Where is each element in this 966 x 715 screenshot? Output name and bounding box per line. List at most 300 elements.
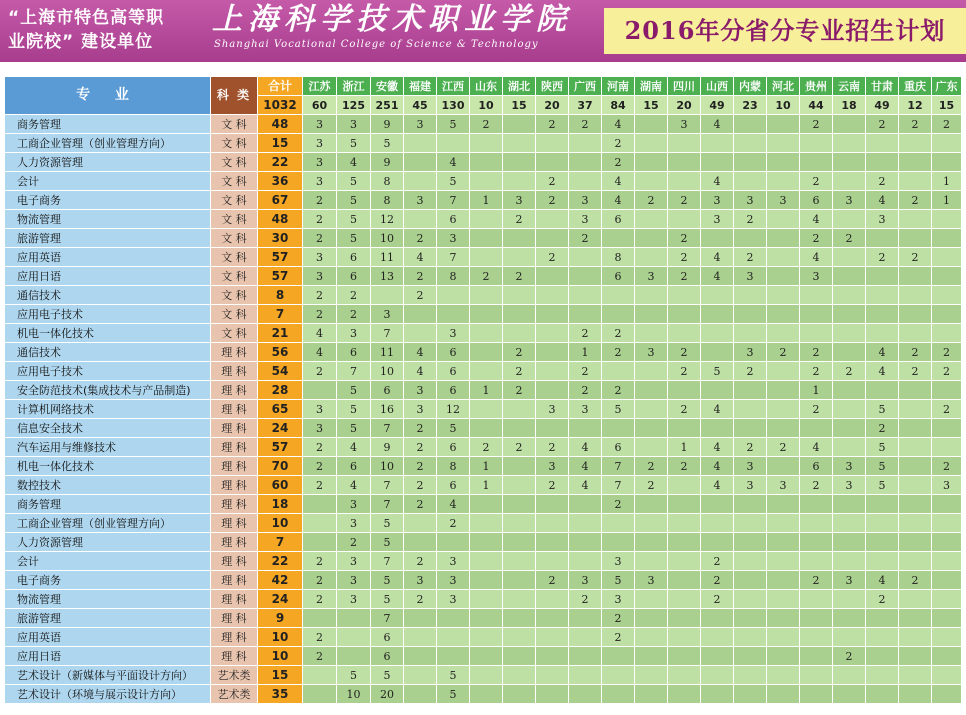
province-quota: 6 (602, 438, 635, 457)
province-quota (503, 305, 536, 324)
province-quota (569, 609, 602, 628)
province-quota: 2 (303, 191, 337, 210)
subject-type: 理 科 (211, 533, 258, 552)
province-quota (503, 248, 536, 267)
province-quota (899, 400, 932, 419)
province-quota (668, 134, 701, 153)
province-quota (470, 609, 503, 628)
province-quota (303, 685, 337, 704)
province-quota: 3 (337, 571, 371, 590)
province-quota (404, 134, 437, 153)
province-quota (470, 628, 503, 647)
province-quota (767, 115, 800, 134)
province-quota (635, 514, 668, 533)
province-quota: 1 (932, 191, 962, 210)
province-quota: 2 (668, 248, 701, 267)
province-quota (767, 153, 800, 172)
province-quota: 2 (569, 590, 602, 609)
province-quota: 5 (437, 666, 470, 685)
province-quota (767, 172, 800, 191)
province-total: 49 (866, 96, 899, 115)
province-quota (866, 609, 899, 628)
subject-type: 文 科 (211, 134, 258, 153)
province-quota (866, 628, 899, 647)
subject-type: 文 科 (211, 191, 258, 210)
province-quota: 2 (932, 115, 962, 134)
province-quota (800, 134, 833, 153)
province-quota (668, 419, 701, 438)
province-quota (899, 533, 932, 552)
province-quota (800, 685, 833, 704)
table-row (5, 400, 962, 419)
province-quota (470, 362, 503, 381)
column-header-province: 云南 (833, 77, 866, 96)
province-quota (899, 438, 932, 457)
province-quota: 2 (470, 267, 503, 286)
province-quota: 2 (668, 362, 701, 381)
province-quota (602, 514, 635, 533)
province-quota: 3 (536, 400, 569, 419)
province-quota (668, 381, 701, 400)
column-header-major: 专 业 (5, 77, 211, 115)
province-quota: 2 (404, 590, 437, 609)
row-total: 7 (258, 305, 303, 324)
subject-type: 理 科 (211, 362, 258, 381)
province-quota (767, 248, 800, 267)
table-row (5, 134, 962, 153)
province-quota: 2 (767, 438, 800, 457)
designation-line-2: 业院校” 建设单位 (8, 32, 154, 52)
province-quota: 6 (437, 210, 470, 229)
province-quota: 4 (701, 115, 734, 134)
province-quota: 2 (668, 343, 701, 362)
province-quota: 9 (371, 438, 404, 457)
province-quota (701, 685, 734, 704)
province-quota: 4 (569, 476, 602, 495)
province-quota: 4 (866, 362, 899, 381)
province-quota: 2 (337, 305, 371, 324)
table-row (5, 571, 962, 590)
province-quota (932, 229, 962, 248)
province-quota: 5 (371, 514, 404, 533)
province-total: 49 (701, 96, 734, 115)
province-total: 251 (371, 96, 404, 115)
province-quota (470, 419, 503, 438)
subject-type: 理 科 (211, 552, 258, 571)
province-quota (668, 495, 701, 514)
province-quota: 2 (602, 495, 635, 514)
enrollment-table-wrap (4, 76, 962, 704)
province-quota: 4 (404, 343, 437, 362)
province-quota (536, 381, 569, 400)
major-name: 商务管理 (5, 495, 211, 514)
designation-text (8, 6, 204, 54)
designation-line-1: “上海市特色高等职 (8, 8, 165, 28)
subject-type: 文 科 (211, 229, 258, 248)
province-quota: 2 (404, 419, 437, 438)
province-quota (470, 210, 503, 229)
province-quota (503, 115, 536, 134)
province-quota: 2 (303, 362, 337, 381)
province-total: 18 (833, 96, 866, 115)
province-quota: 2 (404, 495, 437, 514)
table-row (5, 514, 962, 533)
major-name: 应用日语 (5, 647, 211, 666)
province-quota (536, 229, 569, 248)
row-total: 15 (258, 134, 303, 153)
province-quota (800, 495, 833, 514)
province-quota: 4 (602, 172, 635, 191)
province-quota (932, 666, 962, 685)
province-quota (470, 666, 503, 685)
province-quota: 2 (303, 647, 337, 666)
province-quota (404, 324, 437, 343)
province-quota (668, 666, 701, 685)
province-quota (800, 286, 833, 305)
province-quota (404, 514, 437, 533)
province-quota (635, 495, 668, 514)
province-quota: 2 (932, 457, 962, 476)
province-quota (503, 476, 536, 495)
province-quota (833, 248, 866, 267)
province-quota (899, 514, 932, 533)
province-quota: 2 (404, 229, 437, 248)
province-quota (536, 210, 569, 229)
province-quota: 5 (337, 419, 371, 438)
province-quota (899, 590, 932, 609)
province-quota (701, 609, 734, 628)
province-quota (734, 685, 767, 704)
subject-type: 文 科 (211, 305, 258, 324)
province-quota: 10 (371, 362, 404, 381)
table-row (5, 476, 962, 495)
province-quota: 1 (569, 343, 602, 362)
province-quota: 2 (866, 115, 899, 134)
province-quota (932, 685, 962, 704)
province-quota (767, 229, 800, 248)
province-quota (833, 134, 866, 153)
province-quota: 3 (503, 191, 536, 210)
province-quota (899, 419, 932, 438)
province-quota (899, 609, 932, 628)
major-name: 机电一体化技术 (5, 457, 211, 476)
column-header-province: 陕西 (536, 77, 569, 96)
column-header-province: 福建 (404, 77, 437, 96)
column-header-province: 安徽 (371, 77, 404, 96)
province-quota (866, 495, 899, 514)
province-quota (767, 324, 800, 343)
province-quota (734, 666, 767, 685)
province-quota (800, 666, 833, 685)
province-quota: 10 (337, 685, 371, 704)
province-quota: 8 (437, 457, 470, 476)
province-quota: 5 (602, 571, 635, 590)
province-quota (701, 381, 734, 400)
province-quota: 2 (635, 191, 668, 210)
province-quota (635, 400, 668, 419)
province-quota (569, 647, 602, 666)
major-name: 工商企业管理（创业管理方向） (5, 514, 211, 533)
province-quota (833, 533, 866, 552)
province-quota (866, 685, 899, 704)
province-quota: 2 (602, 134, 635, 153)
province-quota (470, 571, 503, 590)
province-quota (635, 210, 668, 229)
province-quota (866, 533, 899, 552)
subject-type: 文 科 (211, 172, 258, 191)
province-quota: 4 (303, 324, 337, 343)
subject-type: 文 科 (211, 210, 258, 229)
province-quota: 2 (833, 362, 866, 381)
province-quota: 6 (602, 210, 635, 229)
major-name: 通信技术 (5, 343, 211, 362)
province-quota (701, 647, 734, 666)
province-quota (932, 286, 962, 305)
province-quota (767, 286, 800, 305)
province-quota: 2 (668, 267, 701, 286)
province-quota (404, 172, 437, 191)
table-row (5, 286, 962, 305)
province-quota: 7 (371, 609, 404, 628)
subject-type: 理 科 (211, 495, 258, 514)
province-quota: 4 (866, 343, 899, 362)
column-header-province: 浙江 (337, 77, 371, 96)
province-quota (635, 229, 668, 248)
province-quota: 13 (371, 267, 404, 286)
province-quota: 3 (337, 115, 371, 134)
row-total: 10 (258, 647, 303, 666)
province-quota (833, 267, 866, 286)
province-quota (668, 628, 701, 647)
province-quota (800, 153, 833, 172)
province-quota: 3 (536, 457, 569, 476)
province-quota (569, 419, 602, 438)
row-total: 57 (258, 267, 303, 286)
province-quota: 3 (437, 571, 470, 590)
province-quota (734, 590, 767, 609)
province-quota: 2 (536, 191, 569, 210)
province-quota (503, 514, 536, 533)
province-quota (569, 552, 602, 571)
province-quota (635, 305, 668, 324)
province-quota (767, 571, 800, 590)
province-quota: 3 (303, 400, 337, 419)
province-quota: 4 (437, 153, 470, 172)
province-total: 125 (337, 96, 371, 115)
province-quota: 3 (701, 210, 734, 229)
province-quota (932, 324, 962, 343)
province-quota: 2 (602, 343, 635, 362)
province-quota: 6 (437, 381, 470, 400)
table-row (5, 457, 962, 476)
header-banner (0, 0, 966, 62)
province-quota: 7 (337, 362, 371, 381)
province-quota (536, 552, 569, 571)
province-quota (404, 533, 437, 552)
major-name: 旅游管理 (5, 609, 211, 628)
province-quota (767, 628, 800, 647)
province-quota: 2 (303, 438, 337, 457)
province-quota (303, 381, 337, 400)
province-quota: 6 (602, 267, 635, 286)
header-row-names (5, 77, 962, 96)
row-total: 22 (258, 552, 303, 571)
province-quota: 7 (371, 495, 404, 514)
province-total: 23 (734, 96, 767, 115)
province-quota: 4 (866, 191, 899, 210)
province-quota: 3 (437, 324, 470, 343)
province-quota (668, 609, 701, 628)
column-header-province: 重庆 (899, 77, 932, 96)
province-quota: 3 (833, 191, 866, 210)
province-quota (668, 324, 701, 343)
province-quota: 3 (404, 191, 437, 210)
province-quota (701, 343, 734, 362)
province-quota (470, 286, 503, 305)
province-quota (668, 476, 701, 495)
province-quota (668, 590, 701, 609)
province-quota (569, 286, 602, 305)
province-quota (437, 609, 470, 628)
province-total: 45 (404, 96, 437, 115)
province-quota: 2 (701, 571, 734, 590)
province-quota: 5 (337, 229, 371, 248)
province-quota: 2 (303, 628, 337, 647)
province-quota: 8 (371, 191, 404, 210)
province-quota: 2 (536, 172, 569, 191)
province-quota (635, 381, 668, 400)
province-quota (866, 666, 899, 685)
table-row (5, 343, 962, 362)
province-quota: 4 (337, 476, 371, 495)
province-quota (899, 134, 932, 153)
province-quota: 10 (371, 229, 404, 248)
province-quota: 3 (569, 400, 602, 419)
province-quota: 5 (371, 533, 404, 552)
row-total: 60 (258, 476, 303, 495)
province-quota: 2 (701, 552, 734, 571)
column-header-province: 河南 (602, 77, 635, 96)
row-total: 30 (258, 229, 303, 248)
province-quota: 3 (734, 191, 767, 210)
province-quota (569, 134, 602, 153)
province-quota (767, 552, 800, 571)
province-quota: 5 (337, 134, 371, 153)
province-quota (899, 476, 932, 495)
province-quota (503, 685, 536, 704)
province-quota (734, 419, 767, 438)
province-quota: 6 (437, 343, 470, 362)
province-quota (569, 153, 602, 172)
major-name: 机电一体化技术 (5, 324, 211, 343)
province-quota (866, 514, 899, 533)
province-quota (701, 153, 734, 172)
row-total: 28 (258, 381, 303, 400)
province-quota (899, 210, 932, 229)
province-quota (899, 628, 932, 647)
province-quota (866, 305, 899, 324)
province-quota (767, 666, 800, 685)
table-row (5, 248, 962, 267)
province-quota (833, 609, 866, 628)
province-quota (635, 134, 668, 153)
province-quota: 2 (800, 476, 833, 495)
province-quota: 6 (800, 191, 833, 210)
table-row (5, 210, 962, 229)
province-quota (569, 267, 602, 286)
enrollment-table (4, 76, 962, 704)
column-header-type: 科 类 (211, 77, 258, 115)
province-quota (932, 419, 962, 438)
province-quota: 2 (767, 343, 800, 362)
province-quota (701, 286, 734, 305)
province-quota (337, 628, 371, 647)
province-quota (470, 343, 503, 362)
province-quota (899, 381, 932, 400)
province-quota (303, 514, 337, 533)
province-quota (668, 647, 701, 666)
province-quota: 8 (602, 248, 635, 267)
province-quota (833, 495, 866, 514)
province-quota (734, 229, 767, 248)
subject-type: 文 科 (211, 153, 258, 172)
province-quota: 2 (899, 343, 932, 362)
province-quota (866, 647, 899, 666)
province-quota (470, 552, 503, 571)
province-quota (437, 305, 470, 324)
province-quota (767, 400, 800, 419)
province-quota: 6 (800, 457, 833, 476)
province-quota: 2 (470, 438, 503, 457)
subject-type: 理 科 (211, 381, 258, 400)
row-total: 10 (258, 628, 303, 647)
province-quota: 3 (866, 210, 899, 229)
province-quota: 5 (337, 210, 371, 229)
grand-total: 1032 (258, 96, 303, 115)
province-quota (833, 305, 866, 324)
province-quota (503, 628, 536, 647)
province-quota (536, 286, 569, 305)
province-quota (569, 514, 602, 533)
row-total: 8 (258, 286, 303, 305)
province-quota (303, 495, 337, 514)
province-quota (833, 286, 866, 305)
province-quota (734, 286, 767, 305)
province-quota: 2 (404, 438, 437, 457)
province-quota: 2 (833, 647, 866, 666)
province-quota (899, 324, 932, 343)
province-quota (404, 666, 437, 685)
province-quota (536, 628, 569, 647)
province-quota (932, 533, 962, 552)
province-quota (866, 267, 899, 286)
province-quota (833, 324, 866, 343)
province-quota (734, 400, 767, 419)
province-total: 15 (635, 96, 668, 115)
table-row (5, 685, 962, 704)
major-name: 应用电子技术 (5, 305, 211, 324)
province-quota: 2 (635, 476, 668, 495)
province-quota (833, 419, 866, 438)
province-quota: 2 (536, 248, 569, 267)
province-quota (503, 609, 536, 628)
province-quota (800, 628, 833, 647)
table-row (5, 438, 962, 457)
province-quota: 8 (371, 172, 404, 191)
province-quota (800, 324, 833, 343)
province-quota: 1 (470, 476, 503, 495)
province-quota (701, 134, 734, 153)
